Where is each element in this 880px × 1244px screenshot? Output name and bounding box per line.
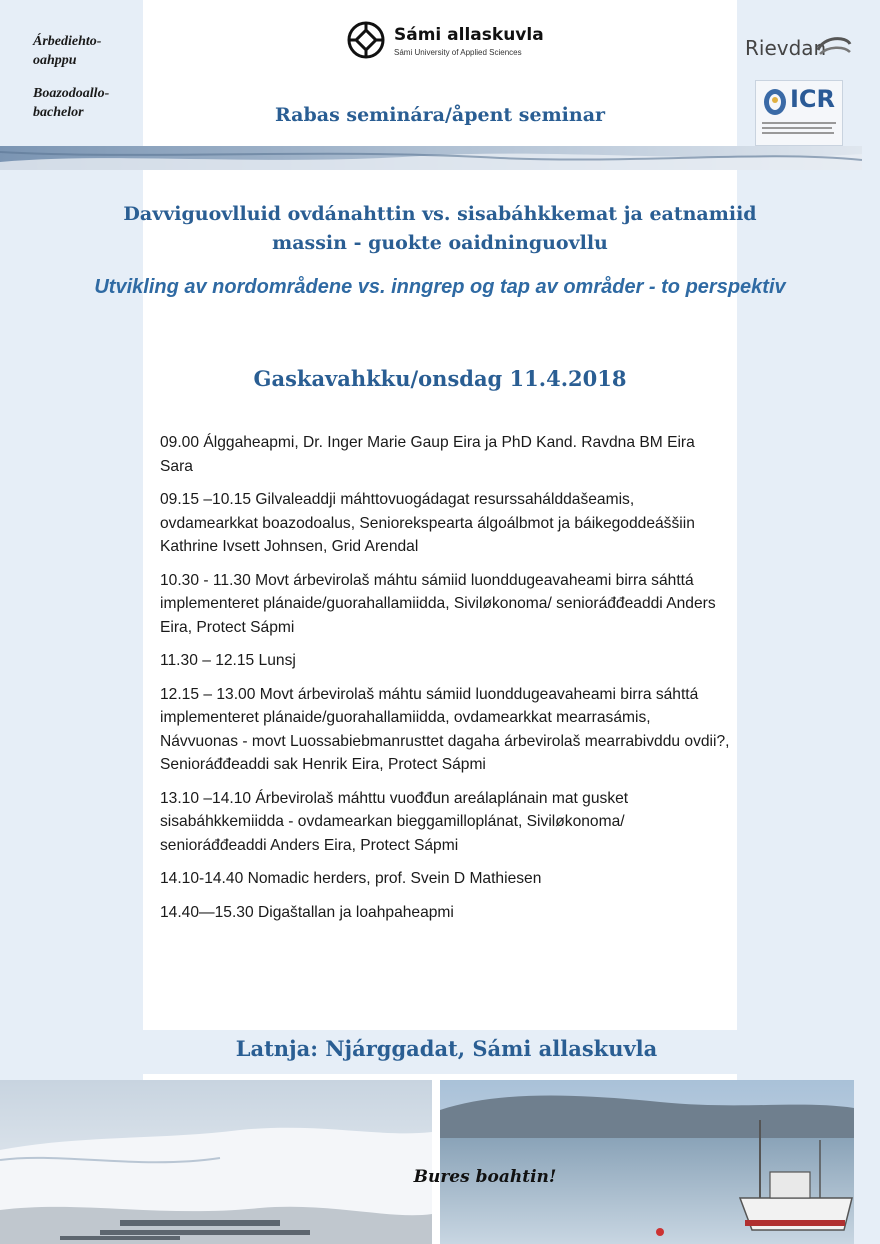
program-labels: [33, 32, 143, 122]
right-side-panel: [737, 0, 880, 1244]
location-text: Latnja: Njárggadat, Sámi allaskuvla: [235, 1036, 658, 1061]
icr-small-lines: [762, 121, 838, 137]
program-label-line: Árbediehto-: [33, 34, 102, 49]
logo-title: Sámi allaskuvla: [394, 25, 544, 45]
fishing-boat-photo: [440, 1080, 854, 1244]
icr-small-print: [762, 121, 838, 138]
sami-allaskuvla-logo: [346, 18, 566, 66]
icr-logo: [755, 80, 843, 146]
schedule-list: [160, 431, 730, 934]
schedule-item: 11.30 – 12.15 Lunsj: [160, 652, 296, 669]
program-label-line: Boazodoallo-: [33, 86, 110, 101]
page-header: [0, 0, 880, 175]
reindeer-snow-photo: [0, 1080, 432, 1244]
program-label-line: oahppu: [33, 53, 77, 68]
rievdan-logo-text: Rievdan: [745, 36, 827, 60]
icr-logo-text: ICR: [790, 85, 836, 113]
logo-subtitle: Sámi University of Applied Sciences: [394, 48, 522, 57]
schedule-item: 13.10 –14.10 Árbevirolaš máhttu vuođđun areálaplánain mat gusket sisabáhkkemiidda - ovdamearkan bieggamilloplánat, Siviløkonoma/ senioráđđeaddi Anders Eira, Protect Sápmi: [160, 789, 629, 854]
welcome-text: Bures boahtin!: [413, 1167, 557, 1187]
icr-emblem-icon: [762, 87, 788, 117]
schedule-item: 09.15 –10.15 Gilvaleaddji máhttovuogádagat resurssahálddašeamis, ovdamearkkat boazodoalus, Seniorekspearta álgoálbmot ja báikegoddeáššiin Kathrine Ivsett Johnsen, Grid Arendal: [160, 491, 695, 555]
seminar-title: Rabas seminára/åpent seminar: [274, 104, 606, 126]
schedule-item: 14.40—15.30 Digaštallan ja loahpaheapmi: [160, 903, 454, 921]
snow-banner-image: [0, 146, 862, 170]
event-date: Gaskavahkku/onsdag 11.4.2018: [253, 366, 627, 391]
schedule-item: 09.00 Álggaheapmi, Dr. Inger Marie Gaup Eira ja PhD Kand. Ravdna BM Eira Sara: [160, 434, 695, 475]
schedule-item: 12.15 – 13.00 Movt árbevirolaš máhtu sámiid luonddugeavaheami birra sáhttá implementeret plánaide/guorahallamiidda, ovdamearkkat mearrasámis, Návvuonas - movt Luossabiebmanrusttet dagaha árbevirolaš mearrabivddu ovdii?, Senioráđđeaddi sak Henrik Eira, Protect Sápmi: [160, 685, 730, 773]
rievdan-swoosh-icon: [814, 34, 854, 60]
left-side-panel: [0, 0, 143, 1244]
schedule-item: 10.30 - 11.30 Movt árbevirolaš máhtu sámiid luonddugeavaheami birra sáhttá implementeret plánaide/guorahallamiidda, Siviløkonoma/ senioráđđeaddi Anders Eira, Protect Sápmi: [160, 571, 716, 636]
program-label-line: bachelor: [33, 105, 84, 120]
schedule-item: 14.10-14.40 Nomadic herders, prof. Svein D Mathiesen: [160, 870, 542, 887]
sub-title: Utvikling av nordområdene vs. inngrep og tap av områder - to perspektiv: [94, 276, 786, 298]
logo-circle-icon: [346, 20, 386, 60]
main-title: Davviguovlluid ovdánahttin vs. sisabáhkkemat ja eatnamiid massin - guokte oaidninguovllu: [123, 203, 757, 254]
